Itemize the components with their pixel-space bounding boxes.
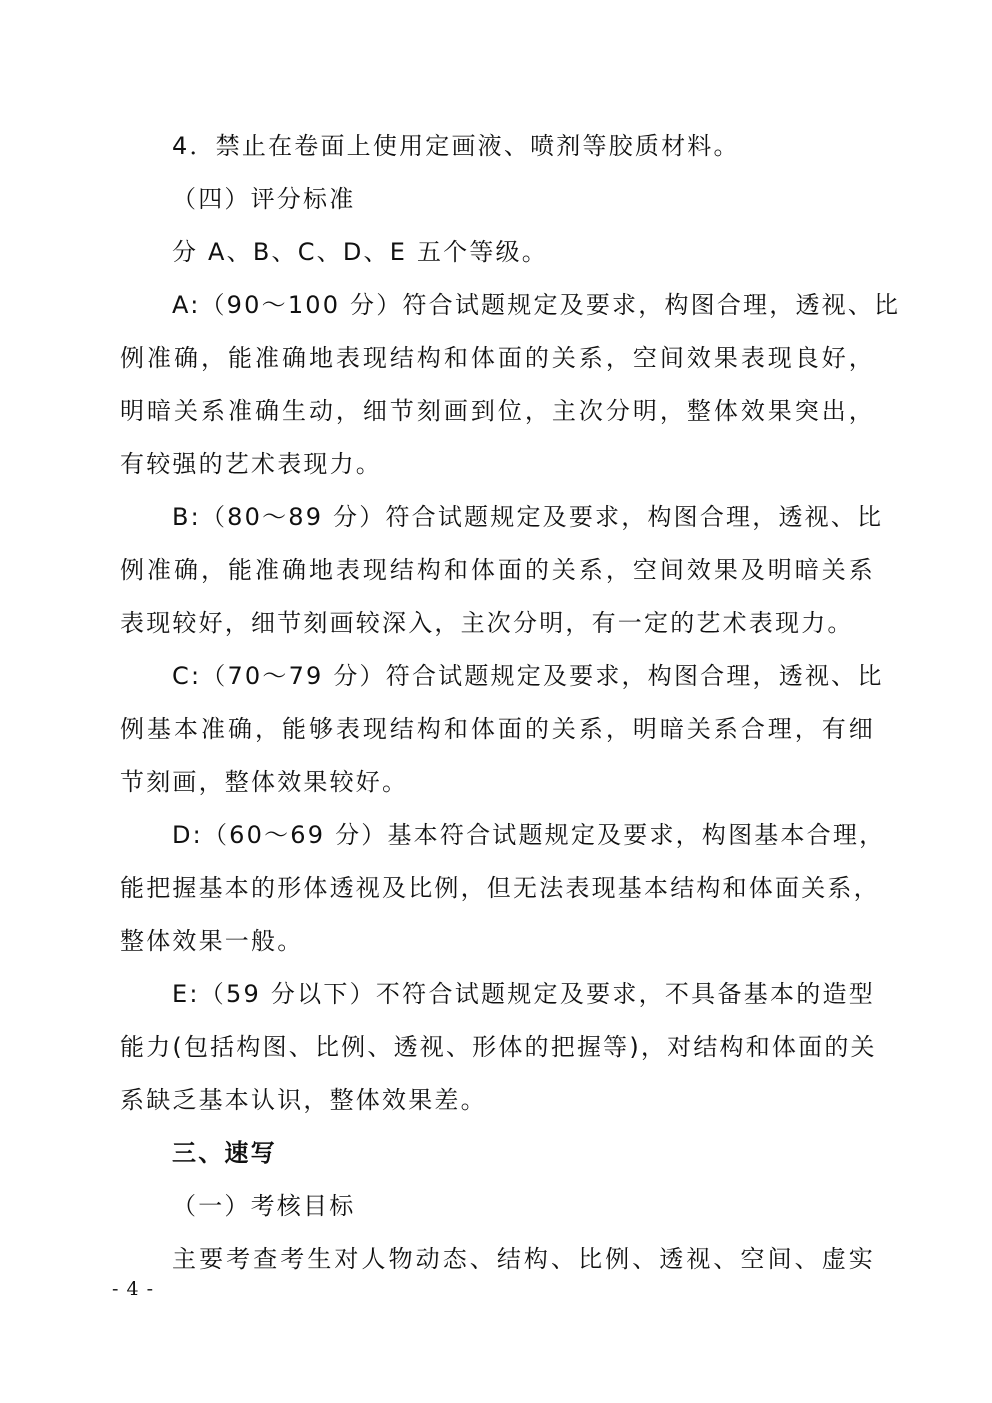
- page-number: - 4 -: [112, 1278, 155, 1300]
- subsection-heading-assessment-goal: （一）考核目标: [172, 1192, 356, 1220]
- grade-e-line: E:（59 分以下）不符合试题规定及要求，不具备基本的造型: [172, 980, 875, 1008]
- grade-d-line: 整体效果一般。: [120, 927, 304, 955]
- grade-b-line: 例准确，能准确地表现结构和体面的关系，空间效果及明暗关系: [120, 556, 875, 584]
- grade-c-line: C:（70～79 分）符合试题规定及要求，构图合理，透视、比: [172, 662, 884, 690]
- assessment-goal-text: 主要考查考生对人物动态、结构、比例、透视、空间、虚实: [172, 1245, 875, 1273]
- section-heading-scoring-standard: （四）评分标准: [172, 185, 356, 213]
- section-heading-sketching: 三、速写: [172, 1139, 277, 1167]
- grade-e-line: 能力(包括构图、比例、透视、形体的把握等)，对结构和体面的关: [120, 1033, 877, 1061]
- grade-b-line: 表现较好，细节刻画较深入，主次分明，有一定的艺术表现力。: [120, 609, 854, 637]
- grade-c-line: 例基本准确，能够表现结构和体面的关系，明暗关系合理，有细: [120, 715, 875, 743]
- rule-item-4: 4．禁止在卷面上使用定画液、喷剂等胶质材料。: [172, 132, 740, 160]
- grade-a-line: 有较强的艺术表现力。: [120, 450, 382, 478]
- grade-a-line: 例准确，能准确地表现结构和体面的关系，空间效果表现良好，: [120, 344, 875, 372]
- document-body: [120, 120, 901, 1286]
- grade-levels-intro: 分 A、B、C、D、E 五个等级。: [172, 238, 548, 266]
- grade-e-line: 系缺乏基本认识，整体效果差。: [120, 1086, 487, 1114]
- grade-d-line: 能把握基本的形体透视及比例，但无法表现基本结构和体面关系，: [120, 874, 880, 902]
- grade-a-line: 明暗关系准确生动，细节刻画到位，主次分明，整体效果突出，: [120, 397, 875, 425]
- grade-c-line: 节刻画，整体效果较好。: [120, 768, 409, 796]
- grade-b-line: B:（80～89 分）符合试题规定及要求，构图合理，透视、比: [172, 503, 884, 531]
- grade-a-line: A:（90～100 分）符合试题规定及要求，构图合理，透视、比: [172, 291, 901, 319]
- grade-d-line: D:（60～69 分）基本符合试题规定及要求，构图基本合理，: [172, 821, 886, 849]
